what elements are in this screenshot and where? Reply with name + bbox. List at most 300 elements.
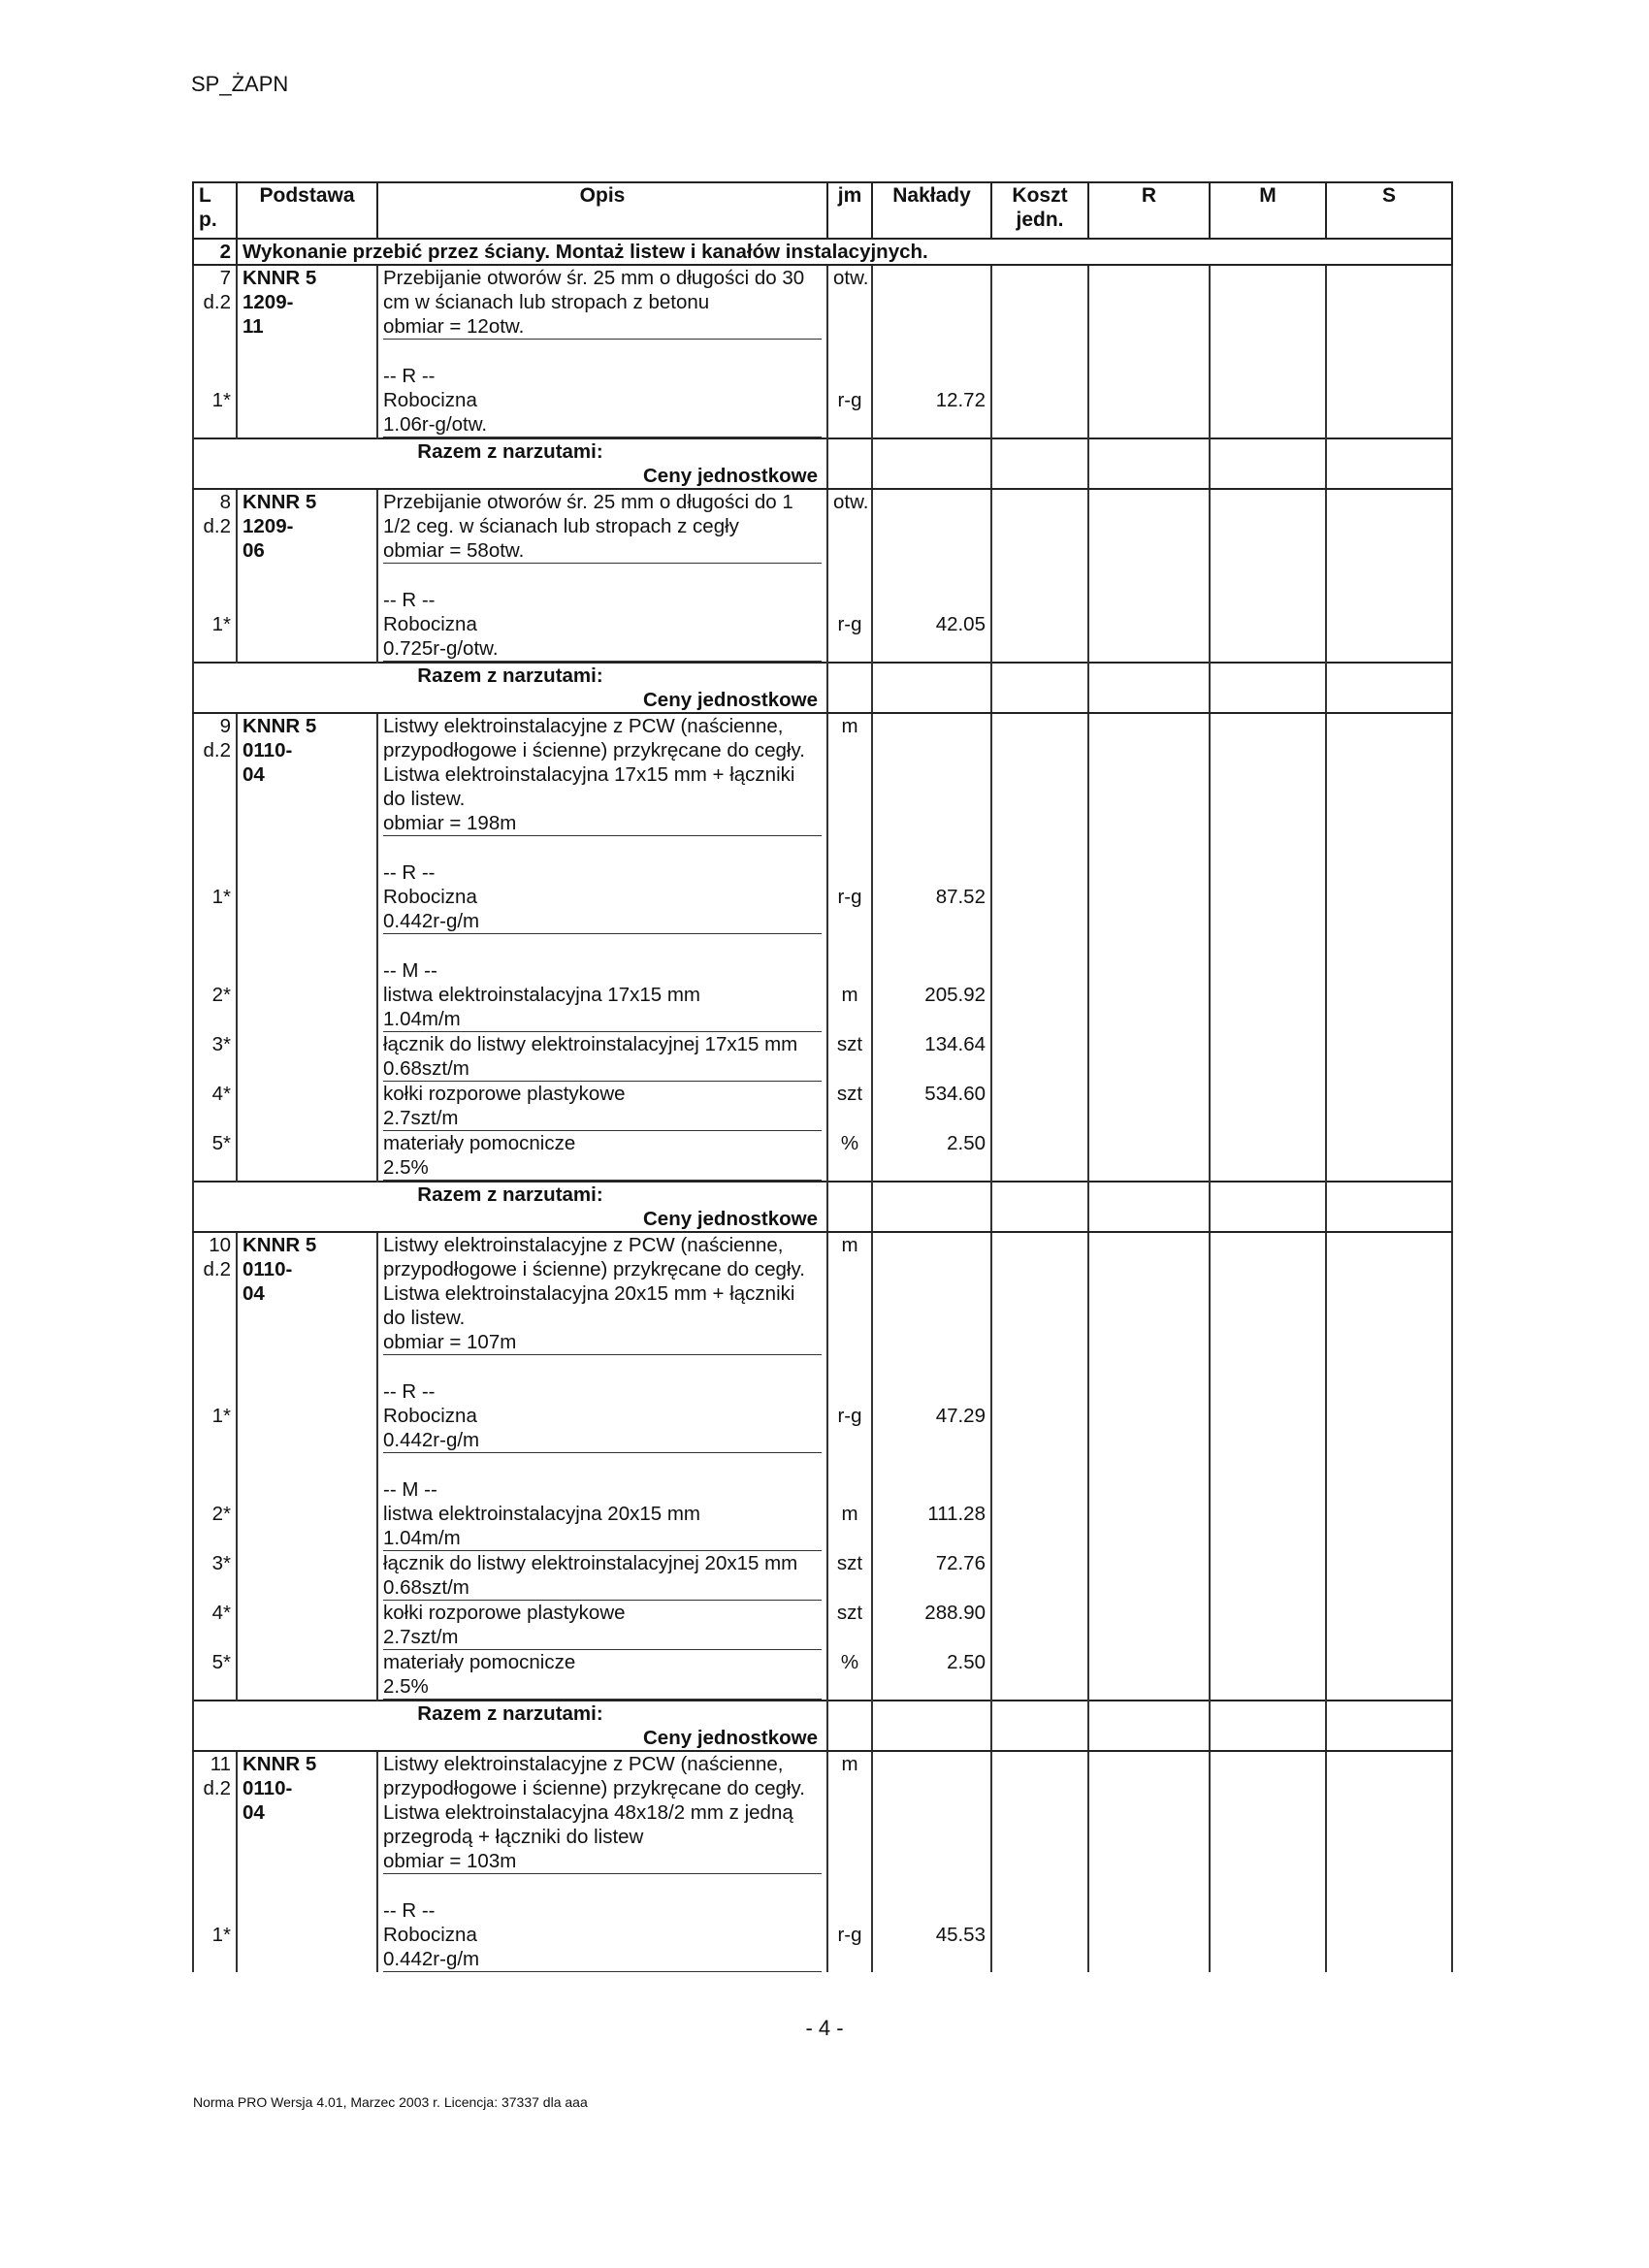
- empty-cell: [1088, 836, 1210, 860]
- empty-cell: [1088, 958, 1210, 983]
- empty-cell: [991, 612, 1088, 636]
- empty-cell: [1326, 909, 1452, 934]
- razem-cell: [193, 438, 827, 489]
- empty-cell: [827, 1477, 872, 1502]
- empty-cell: [1210, 1453, 1326, 1477]
- position-podstawa: [237, 1751, 377, 1874]
- empty-cell: [377, 340, 827, 364]
- norm-value: 0.442r-g/m: [383, 1947, 822, 1972]
- r-marker: -- R --: [377, 588, 827, 612]
- col-header-lp: L p.: [193, 182, 237, 239]
- empty-cell: [237, 958, 377, 983]
- empty-cell: [1326, 1232, 1452, 1355]
- material-name: materiały pomocnicze: [377, 1131, 827, 1155]
- empty-cell: [1210, 1032, 1326, 1056]
- ceny-label: Ceny jednostkowe: [643, 689, 818, 711]
- position-number: 10: [209, 1234, 231, 1256]
- position-number: 7: [219, 267, 231, 289]
- material-norm-row: [193, 1674, 1452, 1701]
- empty-cell: [872, 1625, 991, 1650]
- empty-cell: [991, 636, 1088, 663]
- resource-norm: [377, 1428, 827, 1453]
- empty-cell: [827, 340, 872, 364]
- empty-cell: [991, 1355, 1088, 1379]
- empty-cell: [872, 1355, 991, 1379]
- empty-cell: [1088, 1650, 1210, 1674]
- empty-cell: [1326, 934, 1452, 958]
- norm-value: 1.04m/m: [383, 1007, 822, 1032]
- empty-cell: [827, 438, 872, 489]
- position-sub: d.2: [203, 1258, 231, 1280]
- material-norm-row: [193, 1526, 1452, 1551]
- empty-cell: [1210, 1477, 1326, 1502]
- podstawa-code-suffix: 11: [242, 315, 264, 338]
- empty-cell: [1210, 1182, 1326, 1232]
- empty-cell: [1326, 564, 1452, 588]
- resource-row: [193, 612, 1452, 636]
- empty-cell: [1088, 1701, 1210, 1751]
- empty-cell: [991, 1477, 1088, 1502]
- empty-cell: [991, 1526, 1088, 1551]
- empty-cell: [991, 1007, 1088, 1032]
- empty-cell: [193, 909, 237, 934]
- position-row: [193, 265, 1452, 340]
- empty-cell: [1088, 1355, 1210, 1379]
- empty-cell: [377, 1874, 827, 1898]
- empty-cell: [872, 713, 991, 836]
- empty-cell: [991, 1947, 1088, 1972]
- position-lp: [193, 713, 237, 836]
- opis-line: Listwy elektroinstalacyjne z PCW (naścienne,: [383, 1234, 784, 1256]
- empty-cell: [1326, 612, 1452, 636]
- empty-cell: [193, 1379, 237, 1404]
- position-number: 9: [219, 715, 231, 737]
- empty-cell: [1326, 1526, 1452, 1551]
- empty-cell: [237, 1155, 377, 1182]
- empty-cell: [1210, 909, 1326, 934]
- material-number: 2*: [193, 1502, 237, 1526]
- material-row: [193, 983, 1452, 1007]
- empty-cell: [1210, 412, 1326, 438]
- empty-cell: [872, 1751, 991, 1874]
- opis-line: Listwa elektroinstalacyjna 20x15 mm + łączniki: [383, 1282, 795, 1305]
- document-code: SP_ŻAPN: [191, 72, 289, 96]
- empty-cell: [237, 1453, 377, 1477]
- r-marker: -- R --: [377, 1379, 827, 1404]
- empty-cell: [872, 1453, 991, 1477]
- empty-cell: [872, 1477, 991, 1502]
- empty-cell: [827, 1182, 872, 1232]
- empty-cell: [1326, 958, 1452, 983]
- material-number: 3*: [193, 1551, 237, 1575]
- empty-cell: [1088, 1601, 1210, 1625]
- material-norm-row: [193, 1007, 1452, 1032]
- position-opis: [377, 713, 827, 836]
- razem-label: Razem z narzutami:: [417, 1702, 603, 1725]
- marker-row: [193, 364, 1452, 388]
- opis-line: cm w ścianach lub stropach z betonu: [383, 291, 710, 313]
- empty-cell: [193, 1477, 237, 1502]
- empty-cell: [991, 588, 1088, 612]
- norm-value: 2.5%: [383, 1155, 822, 1181]
- resource-row: [193, 388, 1452, 412]
- empty-cell: [1326, 860, 1452, 885]
- norm-value: 2.7szt/m: [383, 1106, 822, 1131]
- empty-cell: [237, 1898, 377, 1923]
- resource-naklady: 12.72: [872, 388, 991, 412]
- empty-cell: [872, 1575, 991, 1601]
- empty-cell: [1210, 1155, 1326, 1182]
- empty-cell: [827, 1898, 872, 1923]
- empty-cell: [237, 1674, 377, 1701]
- cost-estimate-table: [192, 181, 1453, 1972]
- razem-row: [193, 438, 1452, 489]
- page-number: - 4 -: [805, 2016, 844, 2040]
- material-norm-row: [193, 1056, 1452, 1082]
- empty-cell: [827, 663, 872, 713]
- empty-cell: [1088, 1032, 1210, 1056]
- resource-jm: r-g: [827, 1404, 872, 1428]
- norm-value: 2.7szt/m: [383, 1625, 822, 1650]
- empty-cell: [1326, 1477, 1452, 1502]
- marker-row: [193, 1898, 1452, 1923]
- empty-cell: [1210, 564, 1326, 588]
- empty-cell: [1088, 1428, 1210, 1453]
- empty-cell: [1088, 1898, 1210, 1923]
- empty-cell: [1326, 1502, 1452, 1526]
- empty-cell: [1088, 1404, 1210, 1428]
- empty-cell: [237, 1502, 377, 1526]
- empty-cell: [1088, 1232, 1210, 1355]
- empty-cell: [1210, 958, 1326, 983]
- empty-cell: [827, 1625, 872, 1650]
- empty-cell: [991, 412, 1088, 438]
- position-podstawa: [237, 265, 377, 340]
- empty-cell: [1088, 1674, 1210, 1701]
- material-number: 4*: [193, 1601, 237, 1625]
- empty-cell: [1210, 588, 1326, 612]
- empty-cell: [991, 1701, 1088, 1751]
- col-header-jm: jm: [827, 182, 872, 239]
- empty-cell: [827, 1874, 872, 1898]
- empty-cell: [1088, 983, 1210, 1007]
- empty-cell: [1326, 1674, 1452, 1701]
- empty-cell: [1088, 588, 1210, 612]
- resource-name: Robocizna: [377, 1404, 827, 1428]
- opis-line: Przebijanie otworów śr. 25 mm o długości do 1: [383, 491, 793, 513]
- empty-cell: [193, 588, 237, 612]
- material-norm: [377, 1155, 827, 1182]
- position-number: 11: [210, 1753, 231, 1775]
- position-podstawa: [237, 489, 377, 564]
- section-row: [193, 239, 1452, 265]
- empty-cell: [237, 1625, 377, 1650]
- resource-name: Robocizna: [377, 388, 827, 412]
- empty-cell: [1210, 1947, 1326, 1972]
- empty-cell: [1210, 1404, 1326, 1428]
- empty-cell: [1210, 1551, 1326, 1575]
- position-opis: [377, 1751, 827, 1874]
- empty-cell: [827, 1947, 872, 1972]
- material-norm-row: [193, 1155, 1452, 1182]
- empty-cell: [1326, 1601, 1452, 1625]
- empty-cell: [872, 588, 991, 612]
- section-title: Wykonanie przebić przez ściany. Montaż listew i kanałów instalacyjnych.: [237, 239, 1452, 265]
- material-naklady: 2.50: [872, 1131, 991, 1155]
- material-jm: %: [827, 1131, 872, 1155]
- empty-cell: [237, 1575, 377, 1601]
- empty-cell: [1210, 1379, 1326, 1404]
- empty-cell: [872, 340, 991, 364]
- razem-cell: [193, 1182, 827, 1232]
- empty-cell: [1210, 1056, 1326, 1082]
- empty-cell: [827, 958, 872, 983]
- empty-cell: [1088, 885, 1210, 909]
- empty-cell: [991, 1032, 1088, 1056]
- empty-cell: [237, 588, 377, 612]
- empty-cell: [872, 1155, 991, 1182]
- empty-cell: [1210, 1874, 1326, 1898]
- empty-cell: [377, 836, 827, 860]
- empty-cell: [827, 1155, 872, 1182]
- empty-cell: [827, 1674, 872, 1701]
- material-norm: [377, 1674, 827, 1701]
- empty-cell: [991, 1575, 1088, 1601]
- resource-number: 1*: [193, 1404, 237, 1428]
- opis-line: 1/2 ceg. w ścianach lub stropach z cegły: [383, 515, 739, 537]
- material-jm: %: [827, 1650, 872, 1674]
- col-header-opis: Opis: [377, 182, 827, 239]
- empty-cell: [1326, 1131, 1452, 1155]
- empty-cell: [193, 1674, 237, 1701]
- material-norm: [377, 1526, 827, 1551]
- material-jm: m: [827, 983, 872, 1007]
- empty-cell: [1210, 1355, 1326, 1379]
- empty-cell: [991, 1898, 1088, 1923]
- empty-cell: [237, 1428, 377, 1453]
- empty-cell: [1210, 1575, 1326, 1601]
- empty-cell: [1210, 1082, 1326, 1106]
- obmiar-line: obmiar = 107m: [383, 1330, 822, 1355]
- r-marker: -- R --: [377, 860, 827, 885]
- resource-norm: [377, 636, 827, 663]
- empty-cell: [237, 860, 377, 885]
- empty-cell: [193, 934, 237, 958]
- empty-cell: [1210, 1898, 1326, 1923]
- empty-cell: [1088, 1526, 1210, 1551]
- empty-cell: [991, 958, 1088, 983]
- opis-line: Listwy elektroinstalacyjne z PCW (naścienne,: [383, 715, 784, 737]
- material-row: [193, 1650, 1452, 1674]
- empty-cell: [237, 340, 377, 364]
- material-naklady: 134.64: [872, 1032, 991, 1056]
- empty-cell: [827, 1701, 872, 1751]
- empty-cell: [991, 1082, 1088, 1106]
- material-number: 2*: [193, 983, 237, 1007]
- empty-cell: [991, 564, 1088, 588]
- r-marker: -- R --: [377, 1898, 827, 1923]
- empty-cell: [827, 564, 872, 588]
- empty-cell: [872, 1674, 991, 1701]
- material-row: [193, 1551, 1452, 1575]
- opis-line: Przebijanie otworów śr. 25 mm o długości do 30: [383, 267, 805, 289]
- norm-value: 1.04m/m: [383, 1526, 822, 1551]
- opis-line: do listew.: [383, 788, 466, 810]
- resource-row: [193, 885, 1452, 909]
- material-number: 4*: [193, 1082, 237, 1106]
- empty-cell: [872, 1526, 991, 1551]
- material-naklady: 2.50: [872, 1650, 991, 1674]
- empty-cell: [1326, 836, 1452, 860]
- spacer-row: [193, 564, 1452, 588]
- empty-cell: [827, 1007, 872, 1032]
- empty-cell: [1088, 713, 1210, 836]
- empty-cell: [991, 1106, 1088, 1131]
- opis-line: przypodłogowe i ścienne) przykręcane do cegły.: [383, 1777, 805, 1799]
- empty-cell: [1088, 1874, 1210, 1898]
- empty-cell: [377, 1355, 827, 1379]
- razem-row: [193, 1701, 1452, 1751]
- section-number: 2: [193, 239, 237, 265]
- empty-cell: [377, 934, 827, 958]
- resource-jm: r-g: [827, 1923, 872, 1947]
- empty-cell: [872, 636, 991, 663]
- col-header-s: S: [1326, 182, 1452, 239]
- empty-cell: [1326, 489, 1452, 564]
- empty-cell: [1326, 1056, 1452, 1082]
- material-number: 5*: [193, 1131, 237, 1155]
- empty-cell: [991, 1874, 1088, 1898]
- material-row: [193, 1601, 1452, 1625]
- empty-cell: [1088, 1007, 1210, 1032]
- empty-cell: [1088, 909, 1210, 934]
- empty-cell: [1088, 1155, 1210, 1182]
- resource-row: [193, 1923, 1452, 1947]
- position-lp: [193, 1751, 237, 1874]
- empty-cell: [991, 1232, 1088, 1355]
- material-naklady: 534.60: [872, 1082, 991, 1106]
- empty-cell: [1088, 1182, 1210, 1232]
- resource-number: 1*: [193, 1923, 237, 1947]
- material-name: łącznik do listwy elektroinstalacyjnej 17x15 mm: [377, 1032, 827, 1056]
- spacer-row: [193, 340, 1452, 364]
- empty-cell: [193, 412, 237, 438]
- razem-row: [193, 663, 1452, 713]
- empty-cell: [991, 1428, 1088, 1453]
- opis-line: do listew.: [383, 1307, 466, 1329]
- empty-cell: [991, 265, 1088, 340]
- empty-cell: [1088, 1751, 1210, 1874]
- empty-cell: [193, 1874, 237, 1898]
- cost-estimate-table-wrap: [192, 181, 1451, 1972]
- empty-cell: [1088, 1477, 1210, 1502]
- empty-cell: [872, 1379, 991, 1404]
- empty-cell: [827, 1453, 872, 1477]
- empty-cell: [237, 934, 377, 958]
- empty-cell: [1088, 438, 1210, 489]
- material-jm: szt: [827, 1601, 872, 1625]
- empty-cell: [1088, 1923, 1210, 1947]
- resource-norm-row: [193, 1428, 1452, 1453]
- empty-cell: [872, 663, 991, 713]
- podstawa-code: KNNR 5 0110-: [242, 1234, 317, 1280]
- material-name: materiały pomocnicze: [377, 1650, 827, 1674]
- opis-line: Listwy elektroinstalacyjne z PCW (naścienne,: [383, 1753, 784, 1775]
- empty-cell: [237, 1923, 377, 1947]
- empty-cell: [1326, 1428, 1452, 1453]
- empty-cell: [1088, 388, 1210, 412]
- material-row: [193, 1131, 1452, 1155]
- obmiar-line: obmiar = 198m: [383, 811, 822, 836]
- empty-cell: [1326, 636, 1452, 663]
- empty-cell: [1326, 713, 1452, 836]
- empty-cell: [872, 1007, 991, 1032]
- resource-number: 1*: [193, 885, 237, 909]
- empty-cell: [1326, 340, 1452, 364]
- material-norm: [377, 1056, 827, 1082]
- empty-cell: [1088, 489, 1210, 564]
- empty-cell: [237, 1947, 377, 1972]
- empty-cell: [1088, 1379, 1210, 1404]
- empty-cell: [991, 1379, 1088, 1404]
- empty-cell: [237, 1379, 377, 1404]
- empty-cell: [991, 1453, 1088, 1477]
- podstawa-code-suffix: 06: [242, 539, 265, 562]
- material-norm: [377, 1007, 827, 1032]
- empty-cell: [1326, 1082, 1452, 1106]
- m-marker: -- M --: [377, 1477, 827, 1502]
- empty-cell: [1326, 1404, 1452, 1428]
- empty-cell: [1210, 1428, 1326, 1453]
- material-jm: szt: [827, 1551, 872, 1575]
- spacer-row: [193, 836, 1452, 860]
- empty-cell: [872, 1232, 991, 1355]
- empty-cell: [1210, 489, 1326, 564]
- ceny-label: Ceny jednostkowe: [643, 465, 818, 487]
- resource-jm: r-g: [827, 885, 872, 909]
- empty-cell: [1326, 1551, 1452, 1575]
- norm-value: 1.06r-g/otw.: [383, 412, 822, 437]
- norm-value: 0.68szt/m: [383, 1575, 822, 1601]
- empty-cell: [1326, 983, 1452, 1007]
- table-header-row: [193, 182, 1452, 239]
- empty-cell: [1210, 663, 1326, 713]
- position-sub: d.2: [203, 1777, 231, 1799]
- material-jm: m: [827, 1502, 872, 1526]
- empty-cell: [237, 1404, 377, 1428]
- material-norm-row: [193, 1625, 1452, 1650]
- position-lp: [193, 265, 237, 340]
- empty-cell: [1210, 1502, 1326, 1526]
- table-body: [193, 239, 1452, 1972]
- material-row: [193, 1502, 1452, 1526]
- empty-cell: [1326, 1625, 1452, 1650]
- material-norm: [377, 1106, 827, 1131]
- empty-cell: [237, 412, 377, 438]
- position-sub: d.2: [203, 739, 231, 761]
- empty-cell: [1088, 1947, 1210, 1972]
- material-name: kołki rozporowe plastykowe: [377, 1601, 827, 1625]
- empty-cell: [991, 1182, 1088, 1232]
- empty-cell: [991, 438, 1088, 489]
- empty-cell: [872, 1106, 991, 1131]
- position-jm: otw.: [827, 265, 872, 340]
- empty-cell: [1326, 412, 1452, 438]
- col-header-r: R: [1088, 182, 1210, 239]
- empty-cell: [1210, 364, 1326, 388]
- obmiar-line: obmiar = 12otw.: [383, 314, 822, 340]
- empty-cell: [827, 364, 872, 388]
